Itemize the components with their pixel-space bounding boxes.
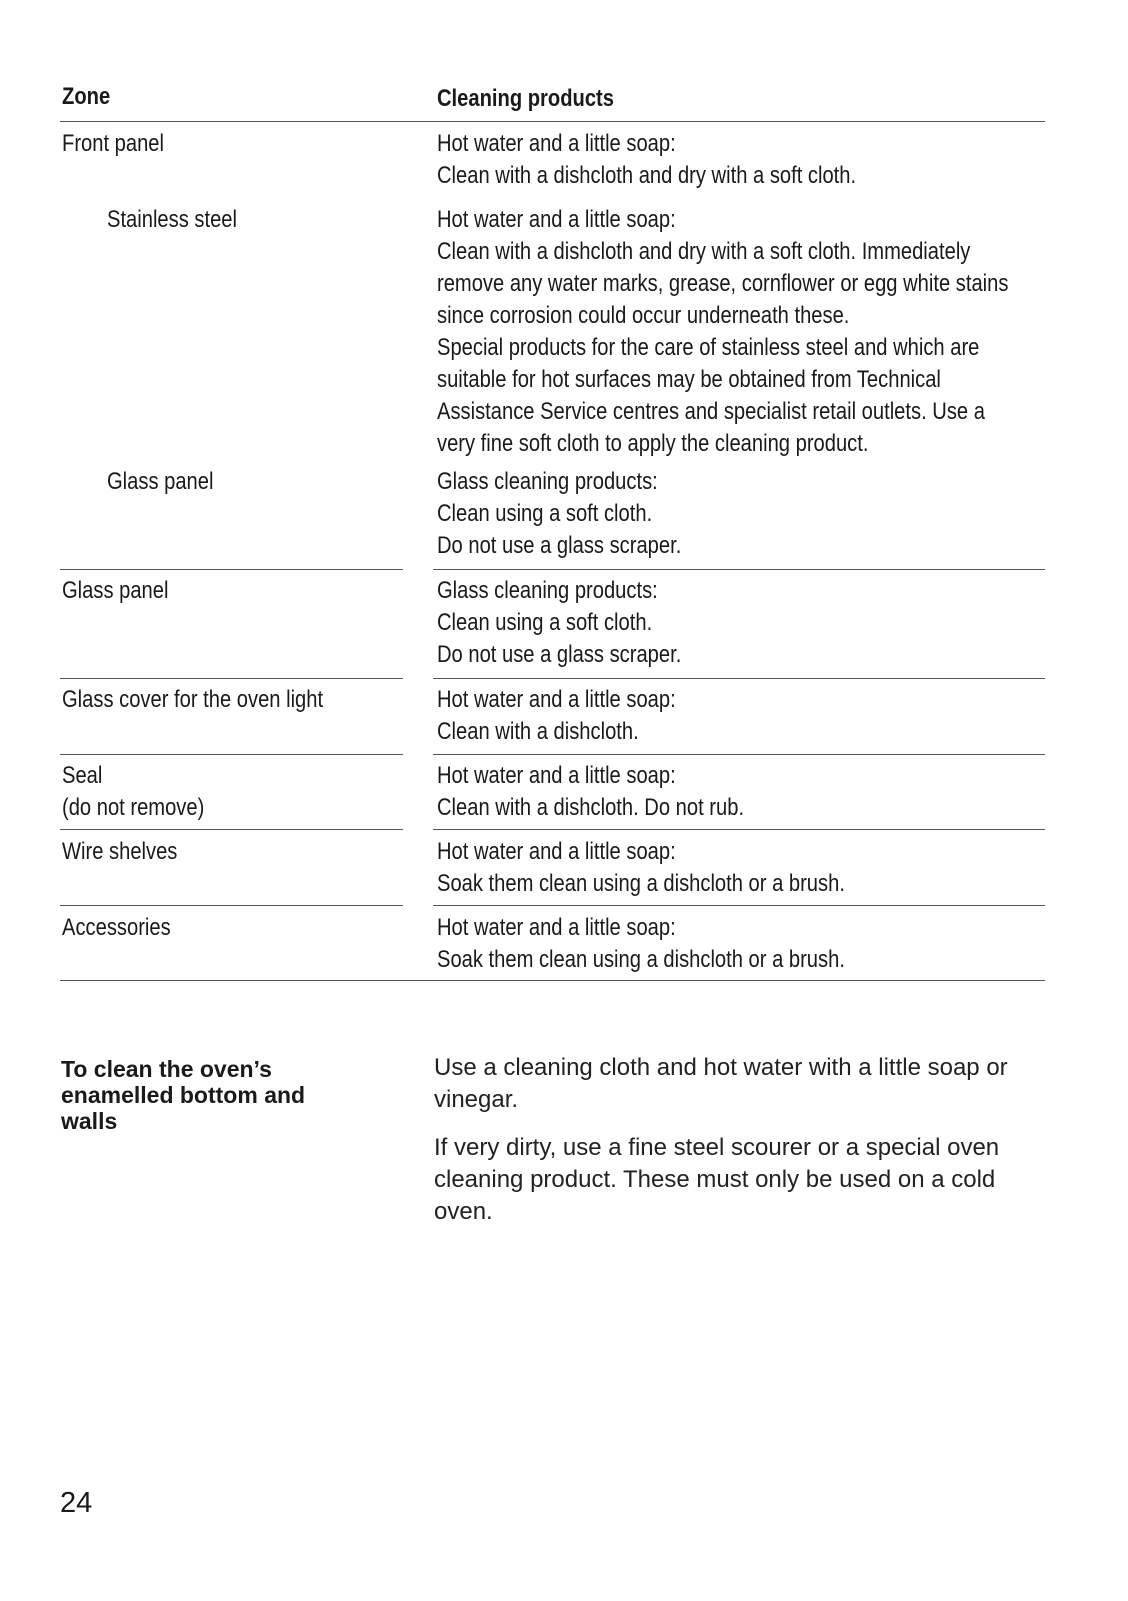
product-line: Do not use a glass scraper. bbox=[437, 641, 682, 668]
products-wire-shelves bbox=[437, 836, 845, 900]
title-line: enamelled bottom and bbox=[61, 1082, 306, 1108]
products-glass-cover-oven-light bbox=[437, 684, 676, 748]
products-accessories bbox=[437, 912, 845, 976]
products-column-header: Cleaning products bbox=[437, 85, 614, 112]
product-line: Hot water and a little soap: bbox=[437, 762, 676, 789]
product-line: Hot water and a little soap: bbox=[437, 130, 676, 157]
product-line: Glass cleaning products: bbox=[437, 468, 658, 495]
enamel-paragraph-2 bbox=[434, 1132, 999, 1228]
product-line: Clean using a soft cloth. bbox=[437, 500, 653, 527]
row-divider bbox=[60, 905, 403, 906]
row-divider bbox=[60, 754, 403, 755]
para-line: Use a cleaning cloth and hot water with a little soap or bbox=[434, 1054, 1008, 1081]
product-line: Hot water and a little soap: bbox=[437, 206, 676, 233]
zone-accessories: Accessories bbox=[62, 914, 171, 941]
product-line: Clean with a dishcloth. Do not rub. bbox=[437, 794, 745, 821]
para-line: cleaning product. These must only be used on a cold bbox=[434, 1166, 996, 1193]
header-divider bbox=[60, 121, 1045, 122]
product-line: Clean with a dishcloth. bbox=[437, 718, 639, 745]
zone-line: (do not remove) bbox=[62, 794, 205, 821]
zone-glass-cover-oven-light: Glass cover for the oven light bbox=[62, 686, 324, 713]
product-line: Hot water and a little soap: bbox=[437, 686, 676, 713]
zone-seal bbox=[62, 760, 204, 824]
table-bottom-rule bbox=[60, 980, 1045, 981]
product-line: since corrosion could occur underneath these. bbox=[437, 302, 850, 329]
enamel-section-title bbox=[61, 1056, 305, 1134]
product-line: very fine soft cloth to apply the cleaning product. bbox=[437, 430, 869, 457]
zone-column-header: Zone bbox=[62, 83, 111, 110]
row-divider bbox=[60, 829, 403, 830]
product-line: Glass cleaning products: bbox=[437, 577, 658, 604]
product-line: Hot water and a little soap: bbox=[437, 914, 676, 941]
product-line: Clean with a dishcloth and dry with a soft cloth. bbox=[437, 162, 857, 189]
products-seal bbox=[437, 760, 744, 824]
product-line: Soak them clean using a dishcloth or a brush. bbox=[437, 870, 845, 897]
row-divider bbox=[60, 678, 403, 679]
zone-glass-panel-sub: Glass panel bbox=[107, 468, 214, 495]
row-divider bbox=[433, 754, 1045, 755]
row-divider bbox=[433, 569, 1045, 570]
product-line: Assistance Service centres and specialist retail outlets. Use a bbox=[437, 398, 985, 425]
para-line: vinegar. bbox=[434, 1086, 519, 1113]
products-glass-panel bbox=[437, 575, 681, 671]
product-line: Do not use a glass scraper. bbox=[437, 532, 682, 559]
products-stainless-steel bbox=[437, 204, 1008, 460]
products-glass-panel-sub bbox=[437, 466, 681, 562]
zone-stainless-steel: Stainless steel bbox=[107, 206, 237, 233]
product-line: Clean with a dishcloth and dry with a soft cloth. Immediately bbox=[437, 238, 971, 265]
zone-front-panel: Front panel bbox=[62, 130, 164, 157]
row-divider bbox=[60, 569, 403, 570]
product-line: remove any water marks, grease, cornflower or egg white stains bbox=[437, 270, 1009, 297]
product-line: Clean using a soft cloth. bbox=[437, 609, 653, 636]
product-line: Soak them clean using a dishcloth or a brush. bbox=[437, 946, 845, 973]
row-divider bbox=[433, 829, 1045, 830]
row-divider bbox=[433, 905, 1045, 906]
para-line: If very dirty, use a fine steel scourer or a special oven bbox=[434, 1134, 1000, 1161]
product-line: Special products for the care of stainless steel and which are bbox=[437, 334, 980, 361]
title-line: walls bbox=[61, 1108, 118, 1134]
zone-line: Seal bbox=[62, 762, 103, 789]
para-line: oven. bbox=[434, 1198, 493, 1225]
zone-glass-panel: Glass panel bbox=[62, 577, 169, 604]
enamel-paragraph-1 bbox=[434, 1052, 1008, 1116]
row-divider bbox=[433, 678, 1045, 679]
product-line: Hot water and a little soap: bbox=[437, 838, 676, 865]
title-line: To clean the oven’s bbox=[61, 1056, 272, 1082]
page-number: 24 bbox=[60, 1487, 93, 1519]
zone-wire-shelves: Wire shelves bbox=[62, 838, 178, 865]
products-front-panel bbox=[437, 128, 856, 192]
product-line: suitable for hot surfaces may be obtained from Technical bbox=[437, 366, 941, 393]
